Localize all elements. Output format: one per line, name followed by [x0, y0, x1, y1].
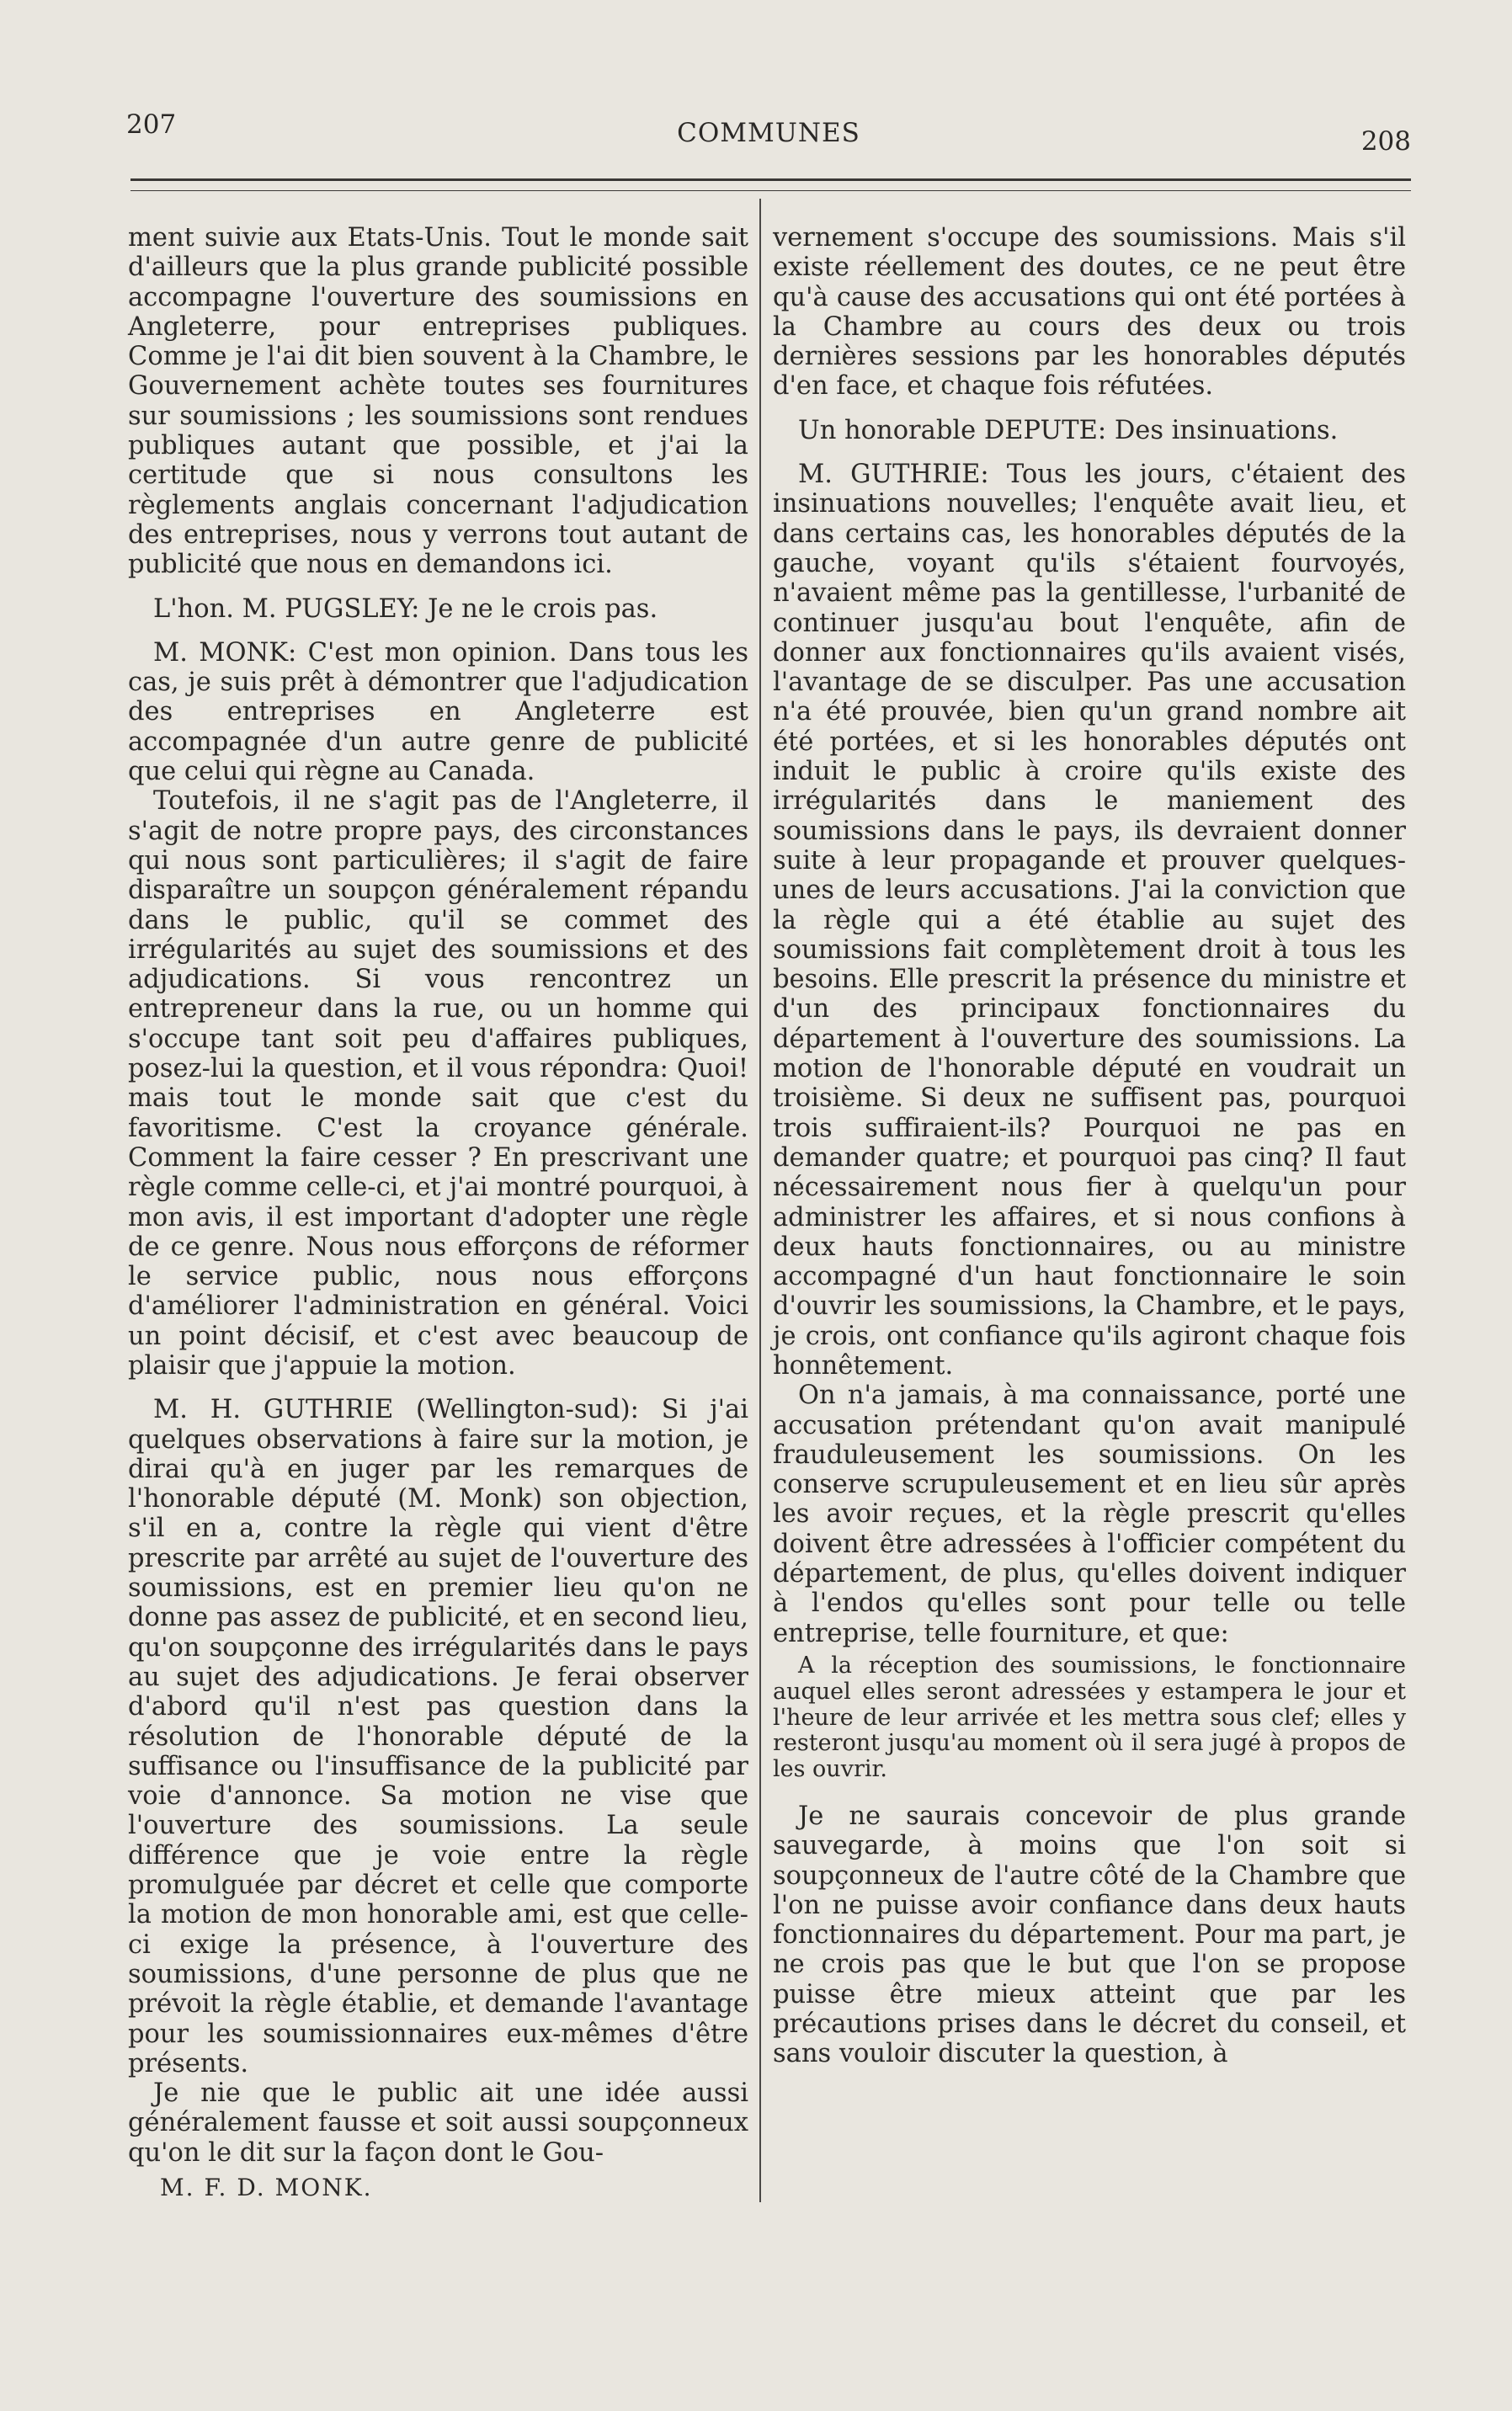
paragraph: M. MONK: C'est mon opinion. Dans tous les cas, je suis prêt à démontrer que l'adjudication des entreprises en Angleterre est accompagnée d'un autre genre de publicité que celui qui règne au Canada. — [128, 637, 748, 787]
page-number-left: 207 — [126, 109, 177, 140]
left-column — [128, 223, 748, 2202]
paragraph: ment suivie aux Etats-Unis. Tout le monde sait d'ailleurs que la plus grande publicité possible accompagne l'ouverture des soumissions en Angleterre, pour entreprises publiques. Comme je l'ai dit bien souvent à la Chambre, le Gouvernement achète toutes ses fournitures sur soumissions ; les soumissions sont rendues publiques autant que possible, et j'ai la certitude que si nous consultons les règlements anglais concernant l'adjudication des entreprises, nous y verrons tout autant de publicité que nous en demandons ici. — [128, 223, 748, 580]
paragraph: Toutefois, il ne s'agit pas de l'Angleterre, il s'agit de notre propre pays, des circonstances qui nous sont particulières; il s'agit de faire disparaître un soupçon généralement répandu dans le public, qu'il se commet des irrégularités au sujet des soumissions et des adjudications. Si vous rencontrez un entrepreneur dans la rue, ou un homme qui s'occupe tant soit peu d'affaires publiques, posez-lui la question, et il vous répondra: Quoi! mais tout le monde sait que c'est du favoritisme. C'est la croyance générale. Comment la faire cesser ? En prescrivant une règle comme celle-ci, et j'ai montré pourquoi, à mon avis, il est important d'adopter une règle de ce genre. Nous nous efforçons de réformer le service public, nous nous efforçons d'améliorer l'administration en général. Voici un point décisif, et c'est avec beaucoup de plaisir que j'appuie la motion. — [128, 786, 748, 1381]
column-separator — [759, 199, 761, 2202]
running-header — [126, 109, 1411, 168]
paragraph: Je nie que le public ait une idée aussi généralement fausse et soit aussi soupçonneux qu'on le dit sur la façon dont le Gou- — [128, 2078, 748, 2168]
page-number-right: 208 — [1360, 126, 1411, 157]
right-column — [773, 223, 1406, 2084]
speaker-signature: M. F. D. MONK. — [160, 2174, 373, 2201]
paragraph: Un honorable DEPUTE: Des insinuations. — [798, 415, 1339, 445]
header-rule-thick — [130, 178, 1411, 181]
paragraph: L'hon. M. PUGSLEY: Je ne le crois pas. — [153, 593, 658, 624]
page-title: COMMUNES — [677, 118, 860, 148]
header-rule-thin — [130, 190, 1411, 191]
paragraph: On n'a jamais, à ma connaissance, porté une accusation prétendant qu'on avait manipulé frauduleusement les soumissions. On les conserve scrupuleusement et en lieu sûr après les avoir reçues, et la règle prescrit qu'elles doivent être adressées à l'officier compétent du département, de plus, qu'elles doivent indiquer à l'endos qu'elles sont pour telle ou telle entreprise, telle fourniture, et que: — [773, 1381, 1406, 1648]
paragraph: vernement s'occupe des soumissions. Mais s'il existe réellement des doutes, ce ne peut être qu'à cause des accusations qui ont été portées à la Chambre au cours des deux ou trois dernières sessions par les honorables députés d'en face, et chaque fois réfutées. — [773, 223, 1406, 402]
quoted-regulation: A la réception des soumissions, le fonctionnaire auquel elles seront adressées y estampera le jour et l'heure de leur arrivée et les mettra sous clef; elles y resteront jusqu'au moment où il sera jugé à propos de les ouvrir. — [773, 1652, 1406, 1783]
paragraph: M. H. GUTHRIE (Wellington-sud): Si j'ai quelques observations à faire sur la motion, je dirai qu'à en juger par les remarques de l'honorable député (M. Monk) son objection, s'il en a, contre la règle qui vient d'être prescrite par arrêté au sujet de l'ouverture des soumissions, est en premier lieu qu'on ne donne pas assez de publicité, et en second lieu, qu'on soupçonne des irrégularités dans le pays au sujet des adjudications. Je ferai observer d'abord qu'il n'est pas question dans la résolution de l'honorable député de la suffisance ou l'insuffisance de la publicité par voie d'annonce. Sa motion ne vise que l'ouverture des soumissions. La seule différence que je voie entre la règle promulguée par décret et celle que comporte la motion de mon honorable ami, est que celle-ci exige la présence, à l'ouverture des soumissions, d'une personne de plus que ne prévoit la règle établie, et demande l'avantage pour les soumissionnaires eux-mêmes d'être présents. — [128, 1395, 748, 2078]
paragraph: M. GUTHRIE: Tous les jours, c'étaient des insinuations nouvelles; l'enquête avait lieu, et dans certains cas, les honorables députés de la gauche, voyant qu'ils s'étaient fourvoyés, n'avaient même pas la gentillesse, l'urbanité de continuer jusqu'au bout l'enquête, afin de donner aux fonctionnaires qu'ils avaient visés, l'avantage de se disculper. Pas une accusation n'a été prouvée, bien qu'un grand nombre ait été portées, et si les honorables députés ont induit le public à croire qu'ils existe des irrégularités dans le maniement des soumissions dans le pays, ils devraient donner suite à leur propagande et prouver quelques-unes de leurs accusations. J'ai la conviction que la règle qui a été établie au sujet des soumissions fait complètement droit à tous les besoins. Elle prescrit la présence du ministre et d'un des principaux fonctionnaires du département à l'ouverture des soumissions. La motion de l'honorable député en voudrait un troisième. Si deux ne suffisent pas, pourquoi trois suffiraient-ils? Pourquoi ne pas en demander quatre; et pourquoi pas cinq? Il faut nécessairement nous fier à quelqu'un pour administrer les affaires, et si nous confions à deux hauts fonctionnaires, ou au ministre accompagné d'un haut fonctionnaire le soin d'ouvrir les soumissions, la Chambre, et le pays, je crois, ont confiance qu'ils agiront chaque fois honnêtement. — [773, 460, 1406, 1381]
paragraph: Je ne saurais concevoir de plus grande sauvegarde, à moins que l'on soit si soupçonneux de l'autre côté de la Chambre que l'on ne puisse avoir confiance dans deux hauts fonctionnaires du département. Pour ma part, je ne crois pas que le but que l'on se propose puisse être mieux atteint que par les précautions prises dans le décret du conseil, et sans vouloir discuter la question, à — [773, 1801, 1406, 2069]
